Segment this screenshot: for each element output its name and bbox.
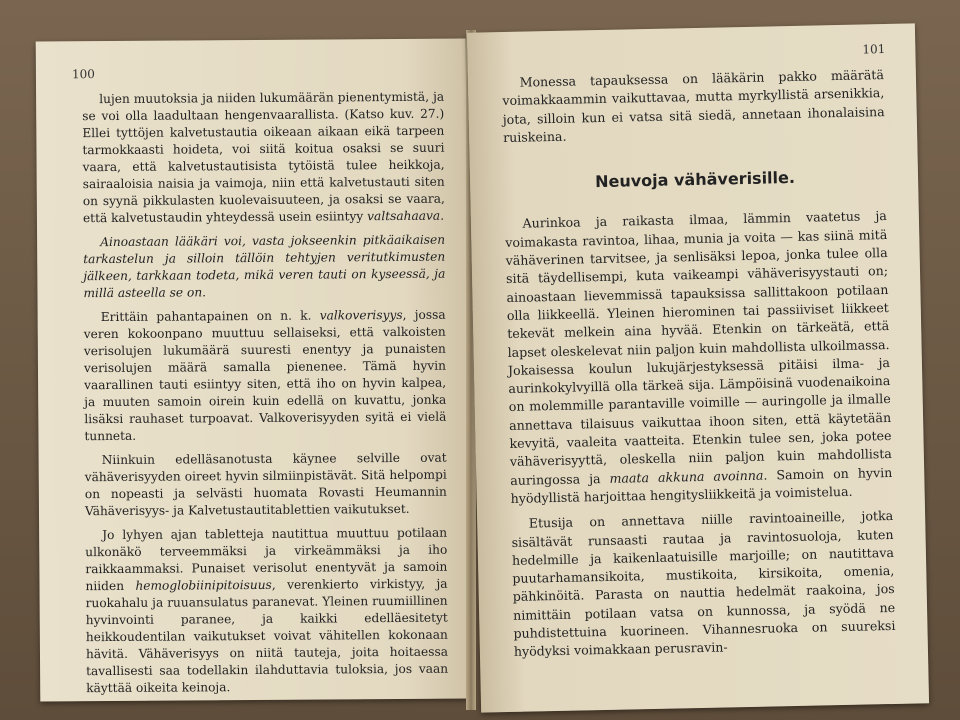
text-run: Erittäin pahantapainen on n. k. xyxy=(100,308,320,325)
text-run: Monessa tapauksessa on lääkärin pakko määrätä voimakkaammin vaikuttavaa, mutta myrkyllistä arsenikkia, jota, silloin kun ei vatsa sitä siedä, annetaan ihonalaisina ruiskeina. xyxy=(502,67,885,145)
italic-text: valkoverisyys xyxy=(319,307,403,323)
section-heading: Neuvoja vähäverisille. xyxy=(594,168,796,192)
left-page xyxy=(36,39,471,702)
italic-text: Ainoastaan lääkäri voi, vasta jokseenkin pitkäaikaisen tarkastelun ja silloin tällöin tehtyjen veritutkimusten jälkeen, tarkkaan todeta, mikä veren tauti on kyseessä, ja millä asteella se on. xyxy=(83,232,446,301)
paragraph xyxy=(511,507,896,661)
italic-text: maata akkuna avoinna xyxy=(609,467,764,486)
text-run: lujen muutoksia ja niiden lukumäärän pienentymistä, ja se voi olla laadultaan hengenvaarallista. (Katso kuv. 27.) Ellei tyttöjen kalvetustautia oikeaan aikaan eikä tarpeen tarmokkaasti hoideta, voi siitä koitua osaksi se suuri vaara, että kalvetustautisista tytöistä tulee heikkoja, sairaaloisia naisia ja vaimoja, niin että kalvetustauti siten on syynä pikkulasten kuolevaisuuteen, ja osaksi se vaara, että kalvetustaudin yhteydessä usein esiintyy xyxy=(82,89,445,226)
text-run: Jo lyhyen ajan tabletteja nautittua muuttuu potilaan ulkonäkö terveemmäksi ja virkeämmäksi ja iho raikkaammaksi. Punaiset verisolut enentyvät ja samoin niiden xyxy=(85,525,448,594)
page-number-right: 101 xyxy=(862,42,886,57)
paragraph xyxy=(82,89,445,228)
paragraph xyxy=(84,307,447,446)
text-run: , verenkierto virkistyy, ja ruokahalu ja ruuansulatus paranevat. Yleinen ruumiillinen hyvinvointi paranee, ja kaikki edelläesitetyt heikkoudentilan vaikutukset voivat vähitellen kokonaan hävitä. Vähäverisyys on niitä tauteja, joita hoitaessa tavallisesti saa todellakin ilahduttavia tuloksia, jos vaan käyttää oikeita keinoja. xyxy=(85,576,449,696)
italic-text: hemoglobiinipitoisuus xyxy=(135,577,272,593)
paragraph-intro xyxy=(502,66,885,147)
left-page-text xyxy=(82,89,448,702)
text-run: Etusija on annettava niille ravintoaineille, jotka sisältävät runsaasti rautaa ja ravintosuoloja, kuten hedelmille ja kaikenlaatuisille marjoille; on nautittava puutarhamansikoita, mustikoita, kirsikoita, omenia, pähkinöitä. Parasta on nauttia hedelmät raakoina, jos nimittäin potilaan vatsa on kunnossa, ja syödä ne puhdistettuina kuorineen. Vihannesruoka on suureksi hyödyksi voimakkaan perusravin- xyxy=(511,508,896,660)
page-number-left: 100 xyxy=(71,67,95,82)
paragraph xyxy=(85,525,448,698)
right-page xyxy=(467,23,929,712)
text-run: . xyxy=(440,208,445,223)
paragraph-italic-note xyxy=(83,232,445,303)
text-run: . Samoin on hyvin hyödyllistä harjoittaa hengitysliikkeitä ja voimistelua. xyxy=(510,464,893,506)
italic-text: valtsahaava xyxy=(367,208,441,224)
text-run: , jossa veren kokoonpano muuttuu sellaiseksi, että valkoisten verisolujen lukumäärä suuresti enentyy ja punaisten verisolujen määrä samalla pienenee. Tämä hyvin vaarallinen tauti esiintyy siten, että iho on hyvin kalpea, ja muuten samoin oirein kuin edellä on kuvattu, jonka lisäksi rauhaset turpoavat. Valkoverisyyden syitä ei vielä tunneta. xyxy=(83,307,447,444)
paragraph xyxy=(505,207,893,508)
right-page-text xyxy=(502,66,896,668)
paragraph xyxy=(85,450,447,521)
text-run: Niinkuin edelläsanotusta käynee selville ovat vähäverisyyden oireet hyvin silmiinpistävät. Sitä helpompi on nopeasti ja selvästi huomata Rovasti Heumannin Vähäverisyys- ja Kalvetustautitablettien vaikutukset. xyxy=(84,450,447,519)
text-run: Aurinkoa ja raikasta ilmaa, lämmin vaatetus ja voimakasta ravintoa, lihaa, munia ja voita — kas siinä mitä vähäverinen tarvitsee, ja senlisäksi lepoa, jonka tulee olla sitä täydellisempi, kuta vaikeampi vähäverisyystauti on; ainoastaan lievemmissä tapauksissa sallittakoon potilaan olla liikkeellä. Yleinen hierominen tai passiiviset liikkeet tekevät melkein aina hyvää. Etenkin on tärkeätä, että lapset oleskelevat niin paljon kuin mahdollista ulkoilmassa. Jokaisessa koulun lukujärjestyksessä pitäisi ilma- ja aurinkokylvyillä olla tärkeä sija. Lämpöisinä vuodenaikoina on molemmille parantaville voimille — auringolle ja ilmalle annettava tilaisuus vaikuttaa ihoon siten, että käytetään kevyitä, vaaleita vaatteita. Etenkin tulee sen, joka potee vähäverisyyttä, oleskella niin paljon kuin mahdollista auringossa ja xyxy=(505,208,892,488)
